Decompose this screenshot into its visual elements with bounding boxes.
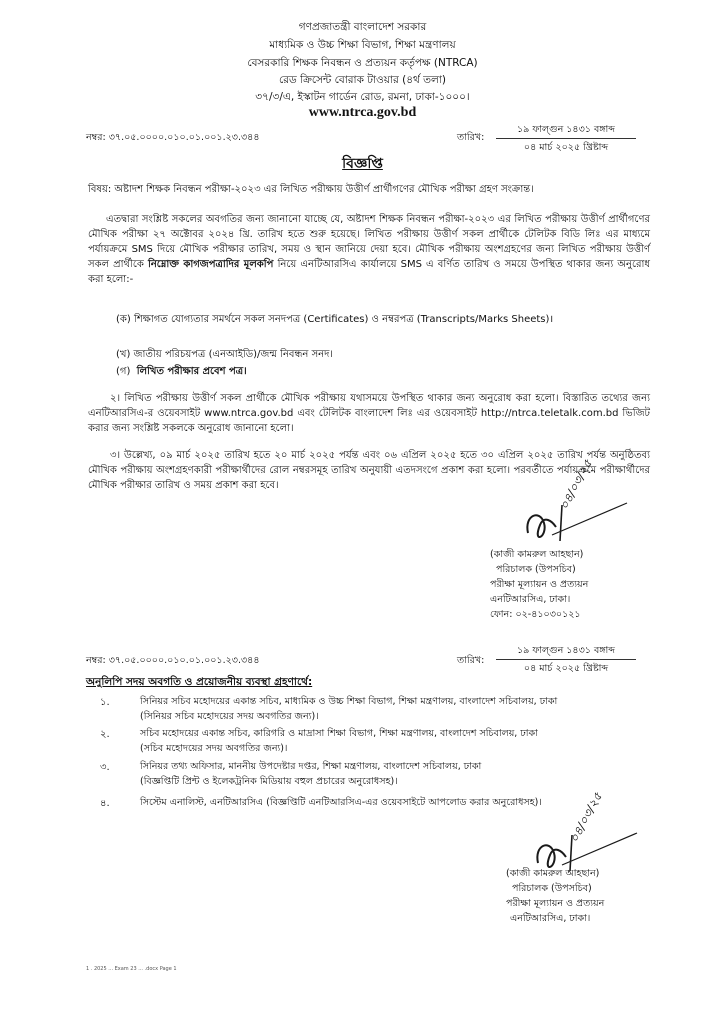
signatory-2-name: (কাজী কামরুল আহছান) xyxy=(506,868,600,879)
header-government: গণপ্রজাতন্ত্রী বাংলাদেশ সরকার xyxy=(298,21,427,33)
header-ministry: মাধ্যমিক ও উচ্চ শিক্ষা বিভাগ, শিক্ষা মন্ত্রণালয় xyxy=(269,39,456,51)
footer-file-info: 1 . 2025 ... Exam 23 ... .docx Page 1 xyxy=(86,966,177,972)
copy-item-2-line2: (সচিব মহোদয়ের সদয় অবগতির জন্য)। xyxy=(140,743,288,754)
date-bangla: ১৯ ফাল্গুন ১৪৩১ বঙ্গাব্দ xyxy=(517,124,615,135)
header-website: www.ntrca.gov.bd xyxy=(308,105,417,120)
signatory-1-dept: পরীক্ষা মূল্যায়ন ও প্রত্যয়ন xyxy=(490,579,589,590)
copy-item-1-line1: সিনিয়র সচিব মহোদয়ের একান্ত সচিব, মাধ্যমিক ও উচ্চ শিক্ষা বিভাগ, শিক্ষা মন্ত্রণালয়, বাংলাদেশ সচিবালয়, ঢাকা xyxy=(140,696,558,707)
date-label-copy: তারিখ: xyxy=(457,655,485,666)
copy-item-3-num: ৩. xyxy=(100,762,110,773)
copy-item-4-num: ৪. xyxy=(100,798,110,809)
copy-item-4-line1: সিস্টেম এনালিস্ট, এনটিআরসিএ (বিজ্ঞপ্তিটি এনটিআরসিএ-এর ওয়েবসাইটে আপলোড করার অনুরোধসহ)। xyxy=(140,797,542,808)
paragraph-1 xyxy=(88,212,650,287)
list-item-ka: (ক) শিক্ষাগত যোগ্যতার সমর্থনে সকল সনদপত্র (Certificates) ও নম্বরপত্র (Transcripts/Marks Sheets)। xyxy=(116,314,554,325)
signatory-1-name: (কাজী কামরুল আহছান) xyxy=(490,549,584,560)
signature-1-graphic xyxy=(522,495,642,555)
subject-line: বিষয়: অষ্টাদশ শিক্ষক নিবন্ধন পরীক্ষা-২০২৩ এর লিখিত পরীক্ষায় উত্তীর্ণ প্রার্থীগণের মৌখিক পরীক্ষা গ্রহণ সংক্রান্ত। xyxy=(88,184,534,195)
signatory-1-designation: পরিচালক (উপসচিব) xyxy=(496,564,576,575)
list-item-ga-prefix: (গ) xyxy=(116,366,131,377)
copy-item-2-line1: সচিব মহোদয়ের একান্ত সচিব, কারিগরি ও মাদ্রাসা শিক্ষা বিভাগ, শিক্ষা মন্ত্রণালয়, বাংলাদেশ সচিবালয়, ঢাকা xyxy=(140,728,538,739)
list-item-ga-text: লিখিত পরীক্ষার প্রবেশ পত্র। xyxy=(136,366,247,377)
signatory-2-dept: পরীক্ষা মূল্যায়ন ও প্রত্যয়ন xyxy=(506,898,605,909)
copy-item-1-num: ১. xyxy=(100,697,110,708)
signatory-1-phone: ফোন: ০২-৪১০৩০১২১ xyxy=(490,609,581,620)
date-divider xyxy=(496,138,636,139)
header-building: রেড ক্রিসেন্ট বোরাক টাওয়ার (৪র্থ তলা) xyxy=(278,74,447,86)
date-divider-copy xyxy=(496,659,636,660)
list-item-kha: (খ) জাতীয় পরিচয়পত্র (এনআইডি)/জন্ম নিবন্ধন সনদ। xyxy=(116,349,333,360)
copy-item-1-line2: (সিনিয়র সচিব মহোদয়ের সদয় অবগতির জন্য)। xyxy=(140,711,319,722)
paragraph-1-text-a: এতদ্বারা সংশ্লিষ্ট সকলের অবগতির জন্য জানানো যাচ্ছে যে, অষ্টাদশ শিক্ষক নিবন্ধন পরীক্ষা-২০২৩ এর লিখিত পরীক্ষায় উত্তীর্ণ প্রার্থীগণের মৌখিক পরীক্ষা ২৭ অক্টোবর ২০২৪ খ্রি. তারিখ হতে শুরু হয়েছে। লিখিত পরীক্ষায় উত্তীর্ণ সকল প্রার্থীকে টেলিটক বিডি লিঃ এর মাধ্যমে পর্যায়ক্রমে SMS দিয়ে মৌখিক পরীক্ষার তারিখ, সময় ও স্থান জানিয়ে দেয়া হবে। মৌখিক পরীক্ষায় অংশগ্রহণের জন্য লিখিত পরীক্ষায় উত্তীর্ণ সকল প্রার্থীকে xyxy=(88,214,650,270)
paragraph-1-text-b: নিয়ে এনটিআরসিএ কার্যালয়ে SMS এ বর্ণিত তারিখ ও সময়ে উপস্থিত থাকার জন্য অনুরোধ করা হলো:- xyxy=(88,259,650,285)
signatory-2-org: এনটিআরসিএ, ঢাকা। xyxy=(510,913,591,924)
memo-number-copy: নম্বর: ৩৭.০৫.০০০০.০১০.০১.০০১.২৩.৩৪৪ xyxy=(86,655,260,666)
signatory-1-org: এনটিআরসিএ, ঢাকা। xyxy=(490,594,571,605)
copy-item-3-line2: (বিজ্ঞপ্তিটি প্রিন্ট ও ইলেকট্রনিক মিডিয়ায় বহুল প্রচারের অনুরোধসহ)। xyxy=(140,776,398,787)
paragraph-2: ২। লিখিত পরীক্ষায় উত্তীর্ণ সকল প্রার্থীকে মৌখিক পরীক্ষায় যথাসময়ে উপস্থিত থাকার জন্য অনুরোধ করা হলো। বিস্তারিত তথ্যের জন্য এনটিআরসিএ-র ওয়েবসাইট www.ntrca.gov.bd এবং টেলিটক বাংলাদেশ লিঃ এর ওয়েবসাইট http://ntrca.teletalk.com.bd ভিজিট করার জন্য সংশ্লিষ্ট সকলকে অনুরোধ জানানো হলো। xyxy=(88,393,650,434)
signatory-2-block xyxy=(506,866,604,926)
date-bangla-copy: ১৯ ফাল্গুন ১৪৩১ বঙ্গাব্দ xyxy=(517,645,615,656)
list-item-ga xyxy=(116,364,247,379)
copy-item-3-line1: সিনিয়র তথ্য অফিসার, মাননীয় উপদেষ্টার দপ্তর, শিক্ষা মন্ত্রণালয়, বাংলাদেশ সচিবালয়, ঢাকা xyxy=(140,761,482,772)
copy-item-2-num: ২. xyxy=(100,729,110,740)
paragraph-1-bold: নিম্নোক্ত কাগজপত্রাদির মূলকপি xyxy=(147,259,274,270)
paragraph-3: ৩। উল্লেখ্য, ০৯ মার্চ ২০২৫ তারিখ হতে ২০ মার্চ ২০২৫ পর্যন্ত এবং ০৬ এপ্রিল ২০২৫ হতে ৩০ এপ্রিল ২০২৫ তারিখ পর্যন্ত অনুষ্ঠিতব্য মৌখিক পরীক্ষায় অংশগ্রহণকারী পরীক্ষার্থীদের রোল নম্বরসমূহ তারিখ অনুযায়ী এতদসংগে প্রকাশ করা হলো। পরবর্তীতে পর্যায়ক্রমে পরীক্ষার্থীদের মৌখিক পরীক্ষার তারিখ ও সময় প্রকাশ করা হবে। xyxy=(88,450,650,491)
signatory-1-block xyxy=(490,547,588,622)
date-label: তারিখ: xyxy=(457,132,485,143)
date-english: ০৪ মার্চ ২০২৫ খ্রিষ্টাব্দ xyxy=(523,142,609,153)
signatory-2-designation: পরিচালক (উপসচিব) xyxy=(512,883,592,894)
date-english-copy: ০৪ মার্চ ২০২৫ খ্রিষ্টাব্দ xyxy=(523,663,609,674)
copy-heading: অনুলিপি সদয় অবগতি ও প্রয়োজনীয় ব্যবস্থা গ্রহণার্থে: xyxy=(86,676,313,688)
signature-1-date: ০৪/০৩/২৫ xyxy=(556,457,596,513)
header-address: ৩৭/৩/এ, ইস্কাটন গার্ডেন রোড, রমনা, ঢাকা-১০০০। xyxy=(255,91,470,103)
notice-title: বিজ্ঞপ্তি xyxy=(342,156,383,172)
signature-2-date: ০৪/০৩/২৫ xyxy=(566,790,606,846)
memo-number: নম্বর: ৩৭.০৫.০০০০.০১০.০১.০০১.২৩.৩৪৪ xyxy=(86,132,260,143)
header-authority: বেসরকারি শিক্ষক নিবন্ধন ও প্রত্যয়ন কর্তৃপক্ষ (NTRCA) xyxy=(247,57,478,69)
